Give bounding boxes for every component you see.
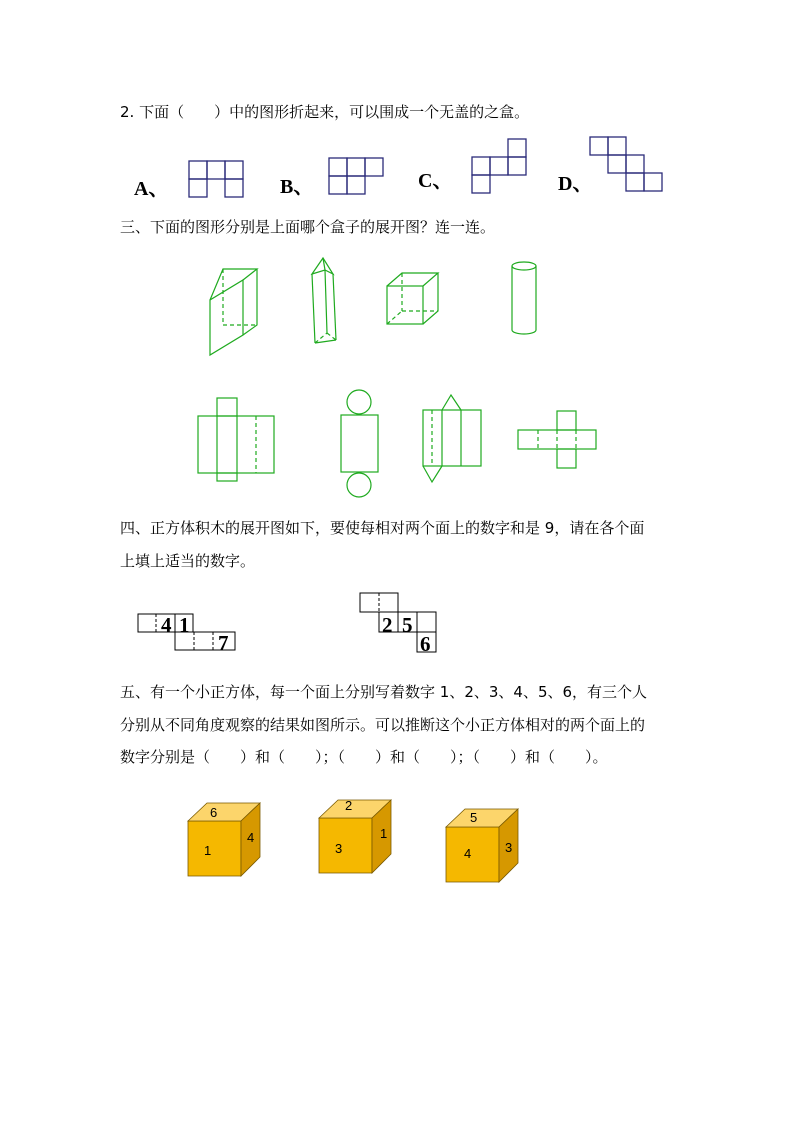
q4-line2: 上填上适当的数字。 xyxy=(120,552,256,570)
net2-digit-5: 5 xyxy=(402,613,413,637)
q3-text: 三、下面的图形分别是上面哪个盒子的展开图？连一连。 xyxy=(120,218,496,236)
cube2-top-number: 2 xyxy=(345,798,353,813)
box-triangular-prism xyxy=(303,255,343,350)
cube1-top-number: 6 xyxy=(210,805,218,820)
net-cylinder xyxy=(336,388,384,500)
cube-view-1 xyxy=(182,800,266,882)
option-c-label: C、 xyxy=(418,170,453,192)
box-cylinder xyxy=(507,258,543,338)
option-b-net xyxy=(325,155,389,199)
option-c-net xyxy=(468,136,532,200)
net-cube xyxy=(515,408,601,472)
option-d-net xyxy=(586,134,670,198)
cube3-front-number: 4 xyxy=(464,846,472,861)
cube-view-2 xyxy=(313,797,397,879)
box-cuboid-thin xyxy=(200,255,270,365)
net2-digit-6: 6 xyxy=(420,632,431,656)
net-number-2 xyxy=(356,590,442,656)
net1-digit-7: 7 xyxy=(218,631,229,655)
net-cuboid xyxy=(195,395,279,485)
net-triangular-prism xyxy=(418,392,486,490)
box-cube xyxy=(382,265,444,330)
net1-digit-1: 1 xyxy=(179,613,190,637)
q5-line3: 数字分别是（ ）和（ ）；（ ）和（ ）；（ ）和（ ）。 xyxy=(120,748,608,766)
cube3-side-number: 3 xyxy=(505,840,513,855)
q5-line2: 分别从不同角度观察的结果如图所示。可以推断这个小正方体相对的两个面上的 xyxy=(120,716,646,734)
option-a-net xyxy=(185,158,249,202)
net2-digit-2: 2 xyxy=(382,613,393,637)
cube2-front-number: 3 xyxy=(335,841,343,856)
q2-text: 2. 下面（ ）中的图形折起来，可以围成一个无盖的之盒。 xyxy=(120,103,530,121)
cube2-side-number: 1 xyxy=(380,826,388,841)
net-number-1 xyxy=(133,610,241,658)
option-a-label: A、 xyxy=(134,178,169,200)
cube-view-3 xyxy=(440,806,524,888)
option-d-label: D、 xyxy=(558,173,593,195)
cube1-side-number: 4 xyxy=(247,830,255,845)
cube1-front-number: 1 xyxy=(204,843,212,858)
option-b-label: B、 xyxy=(280,176,314,198)
net1-digit-4: 4 xyxy=(161,613,172,637)
q4-line1: 四、正方体积木的展开图如下，要使每相对两个面上的数字和是 9，请在各个面 xyxy=(120,519,645,537)
cube3-top-number: 5 xyxy=(470,810,478,825)
q5-line1: 五、有一个小正方体，每一个面上分别写着数字 1、2、3、4、5、6，有三个人 xyxy=(120,683,648,701)
